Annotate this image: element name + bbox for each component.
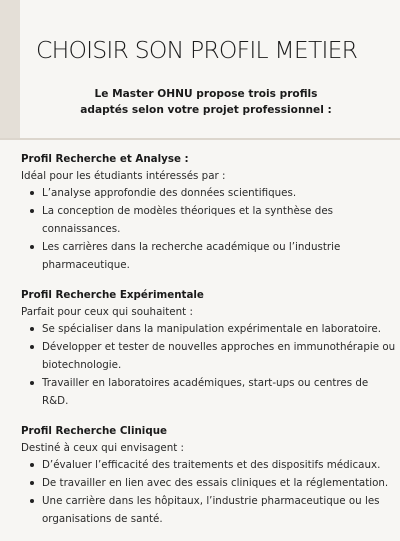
section-lead: Parfait pour ceux qui souhaitent : bbox=[21, 305, 193, 318]
section-lead: Idéal pour les étudiants intéressés par : bbox=[21, 169, 226, 182]
profiles-content bbox=[21, 151, 396, 541]
intro-line-1: Le Master OHNU propose trois profils bbox=[94, 88, 318, 100]
page-title: CHOISIR SON PROFIL METIER bbox=[36, 36, 358, 64]
list-item: Les carrières dans la recherche académique ou l’industrie pharmaceutique. bbox=[42, 238, 396, 274]
header-accent-bar bbox=[0, 0, 20, 140]
header-divider bbox=[0, 138, 400, 140]
list-item: Développer et tester de nouvelles approches en immunothérapie ou biotechnologie. bbox=[42, 338, 396, 374]
list-item: Une carrière dans les hôpitaux, l’industrie pharmaceutique ou les organisations de santé. bbox=[42, 492, 396, 528]
section-title: Profil Recherche Expérimentale bbox=[21, 289, 204, 301]
list-item: Travailler en laboratoires académiques, start-ups ou centres de R&D. bbox=[42, 374, 396, 410]
list-item: Se spécialiser dans la manipulation expérimentale en laboratoire. bbox=[42, 320, 396, 338]
list-item: D’évaluer l’efficacité des traitements et des dispositifs médicaux. bbox=[42, 456, 396, 474]
section-lead: Destiné à ceux qui envisagent : bbox=[21, 441, 184, 454]
bullet-list bbox=[21, 320, 396, 410]
section-recherche-analyse bbox=[21, 151, 396, 274]
section-title: Profil Recherche et Analyse : bbox=[21, 153, 189, 165]
section-title: Profil Recherche Clinique bbox=[21, 425, 168, 437]
intro-text bbox=[36, 86, 376, 118]
list-item: L’analyse approfondie des données scientifiques. bbox=[42, 184, 396, 202]
section-recherche-experimentale bbox=[21, 287, 396, 410]
intro-line-2: adaptés selon votre projet professionnel : bbox=[80, 104, 332, 116]
section-recherche-clinique bbox=[21, 423, 396, 528]
list-item: La conception de modèles théoriques et la synthèse des connaissances. bbox=[42, 202, 396, 238]
list-item: De travailler en lien avec des essais cliniques et la réglementation. bbox=[42, 474, 396, 492]
bullet-list bbox=[21, 184, 396, 274]
bullet-list bbox=[21, 456, 396, 528]
